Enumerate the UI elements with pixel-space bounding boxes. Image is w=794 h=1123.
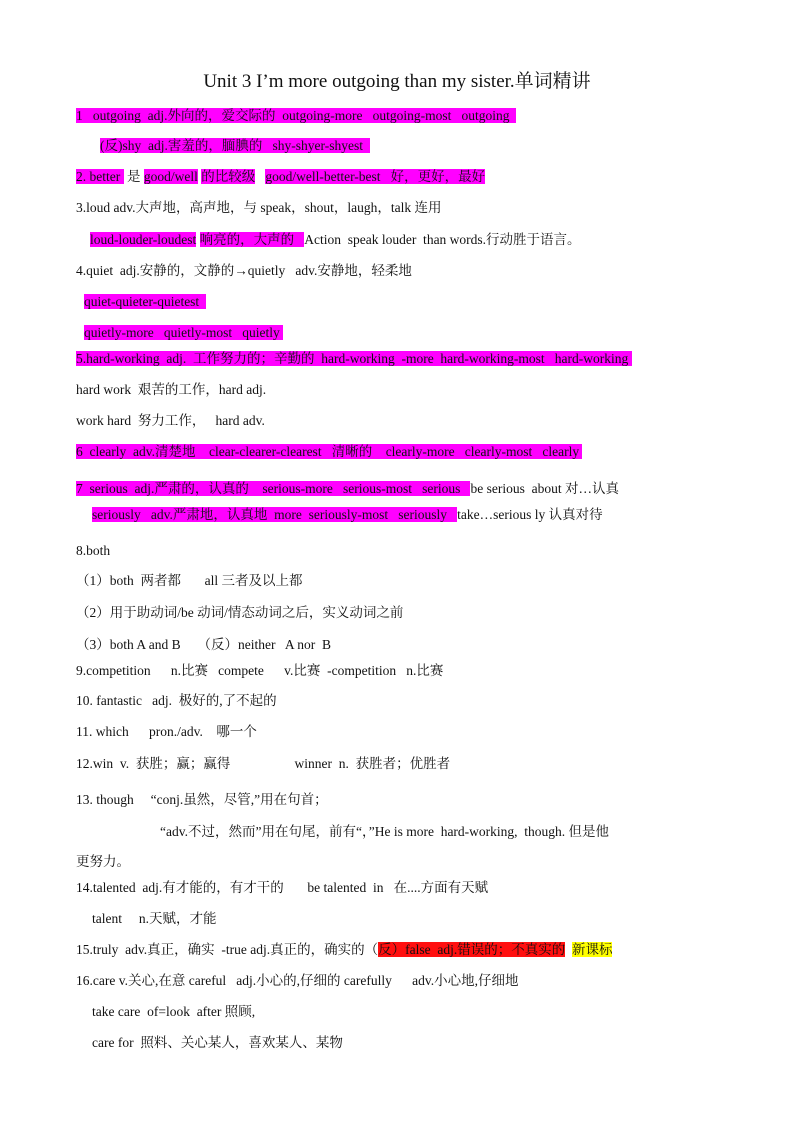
highlighted-text: 响亮的，大声的 [199, 232, 305, 247]
highlighted-text: good/well-better-best 好，更好，最好 [265, 169, 486, 184]
text-segment: 10. fantastic adj. 极好的,了不起的 [76, 693, 277, 708]
text-segment: 12.win v. 获胜；赢；赢得 winner n. 获胜者；优胜者 [76, 756, 451, 771]
entry-line [76, 411, 265, 431]
entry-line [76, 878, 488, 898]
text-segment: （1）both 两者都 all 三者及以上都 [76, 573, 303, 588]
highlighted-text: 7 serious adj.严肃的，认真的 serious-more serious-most serious [76, 481, 471, 496]
highlighted-text: (反)shy adj.害羞的，腼腆的 shy-shyer-shyest [100, 138, 370, 153]
entry-line [90, 230, 581, 250]
entry-line [84, 323, 283, 343]
entry-line [92, 909, 217, 929]
text-segment: “adv.不过，然而”用在句尾，前有“，”He is more hard-working, though. 但是他 [160, 824, 610, 839]
highlighted-text: quiet-quieter-quietest [84, 294, 206, 309]
highlighted-text: 1 outgoing adj.外向的，爱交际的 outgoing-more outgoing-most outgoing [76, 108, 517, 123]
entry-line [76, 106, 516, 126]
text-segment: 9.competition n.比赛 compete v.比赛 -competition n.比赛 [76, 663, 444, 678]
highlighted-text: loud-louder-loudest [90, 232, 197, 247]
entry-line [76, 971, 519, 991]
entry-line [76, 691, 277, 711]
highlighted-text: good/well [143, 169, 198, 184]
text-segment: 11. which pron./adv. 哪一个 [76, 724, 257, 739]
entry-line [76, 541, 110, 561]
text-segment [255, 169, 265, 184]
text-segment: take care of=look after 照顾, [92, 1004, 256, 1019]
entry-line [76, 349, 632, 369]
entry-line [76, 479, 619, 499]
entry-line [76, 635, 331, 655]
entry-line [92, 1002, 255, 1022]
entry-line [76, 198, 441, 218]
entry-line [160, 822, 609, 842]
text-segment: take…serious ly 认真对待 [457, 507, 603, 522]
entry-line [76, 442, 582, 462]
entry-line [76, 790, 328, 810]
highlighted-text: seriously adv.严肃地，认真地 more seriously-most seriously [92, 507, 458, 522]
entry-line [76, 167, 485, 187]
entry-line [76, 603, 403, 623]
text-segment: （3）both A and B （反）neither A nor B [76, 637, 331, 652]
text-segment: 15.truly adv.真正，确实 -true adj.真正的，确实的（ [76, 942, 379, 957]
highlighted-text: 6 clearly adv.清楚地 clear-clearer-clearest 清晰的 clearly-more clearly-most clearly [76, 444, 583, 459]
text-segment: 4.quiet adj.安静的，文静的→quietly adv.安静地，轻柔地 [76, 263, 412, 278]
entry-line [76, 261, 412, 281]
text-segment: be serious about 对…认真 [470, 481, 619, 496]
entry-line [76, 754, 450, 774]
highlighted-text: 5.hard-working adj. 工作努力的；辛勤的 hard-working -more hard-working-most hard-working [76, 351, 632, 366]
text-segment: 16.care v.关心,在意 careful adj.小心的,仔细的 carefully adv.小心地,仔细地 [76, 973, 519, 988]
entry-line [92, 1033, 343, 1053]
entry-line [100, 136, 370, 156]
text-segment: care for 照料、关心某人，喜欢某人、某物 [92, 1035, 343, 1050]
entry-line [76, 722, 257, 742]
text-segment [565, 942, 572, 957]
entry-line [84, 292, 206, 312]
highlighted-text: 新课标 [571, 942, 613, 957]
text-segment: 8.both [76, 543, 111, 558]
text-segment: （2）用于助动词/be 动词/情态动词之后，实义动词之前 [76, 605, 404, 620]
text-segment: talent n.天赋，才能 [92, 911, 217, 926]
text-segment: 是 [123, 169, 144, 184]
entry-line [76, 852, 130, 872]
highlighted-text: 反）false adj.错误的；不真实的 [378, 942, 566, 957]
text-segment: 更努力。 [76, 854, 130, 869]
document-title: Unit 3 I’m more outgoing than my sister.单词精讲 [203, 71, 591, 92]
text-segment: work hard 努力工作， hard adv. [76, 413, 265, 428]
text-segment: 3.loud adv.大声地，高声地，与 speak，shout，laugh，talk 连用 [76, 200, 442, 215]
highlighted-text: 的比较级 [201, 169, 256, 184]
text-segment: Action speak louder than words.行动胜于语言。 [304, 232, 581, 247]
highlighted-text: 2. better [76, 169, 124, 184]
entry-line [76, 571, 303, 591]
entry-line [92, 505, 603, 525]
highlighted-text: quietly-more quietly-most quietly [84, 325, 284, 340]
text-segment: hard work 艰苦的工作，hard adj. [76, 382, 267, 397]
text-segment: 14.talented adj.有才能的，有才干的 be talented in 在....方面有天赋 [76, 880, 489, 895]
entry-line [76, 661, 443, 681]
text-segment: 13. though “conj.虽然，尽管,”用在句首； [76, 792, 328, 807]
entry-line [76, 380, 266, 400]
entry-line [76, 940, 612, 960]
